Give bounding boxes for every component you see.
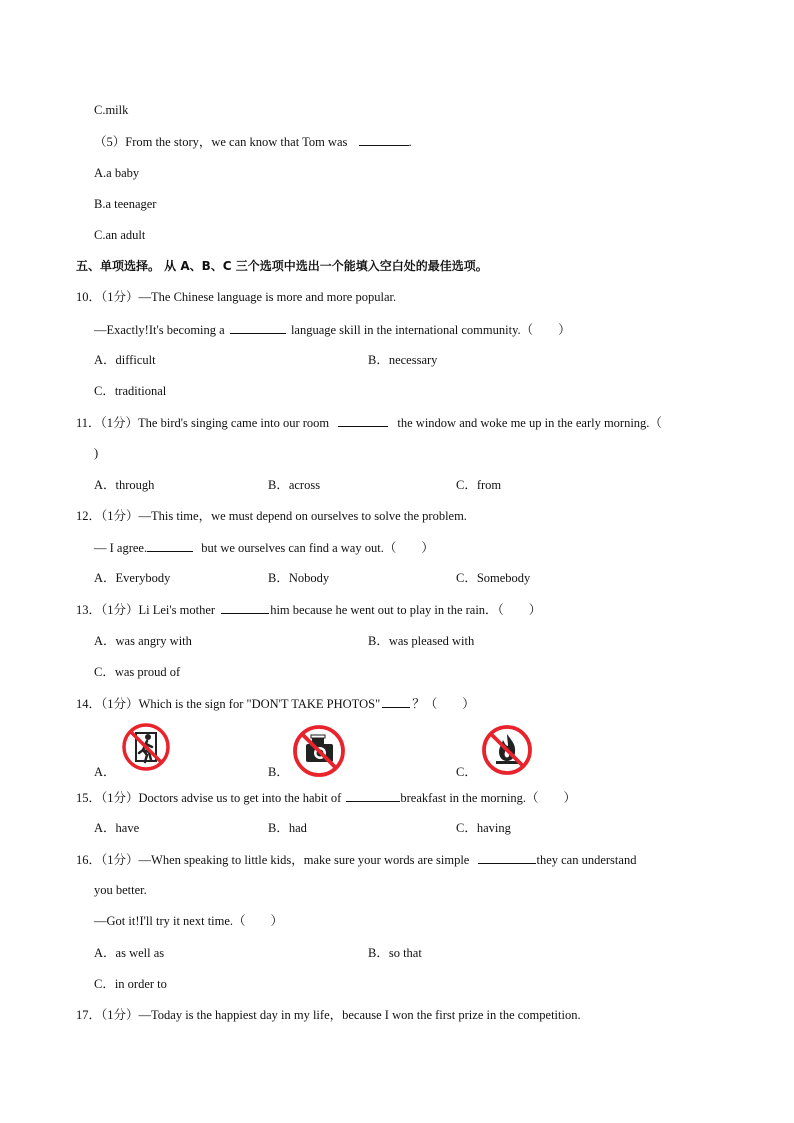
question-5-text: （5）From the story，we can know that Tom was (94, 135, 348, 149)
option-b[interactable]: B． (268, 765, 289, 779)
option-c[interactable]: C．was proud of (94, 665, 181, 679)
answer-blank (147, 539, 193, 552)
question-number: 16．（1分） (76, 853, 139, 867)
question-16-line2: you better. (94, 883, 147, 897)
option-c: C.an adult (94, 228, 146, 242)
question-16 (76, 851, 636, 868)
option-c[interactable]: C．having (456, 821, 511, 835)
question-text: —The Chinese language is more and more popular. (138, 290, 397, 304)
question-text: —When speaking to little kids，make sure your words are simple (138, 853, 470, 867)
no-fire-icon[interactable] (481, 724, 533, 776)
question-13 (76, 601, 541, 618)
option-a[interactable]: A．as well as (94, 946, 165, 960)
question-12-line2 (94, 539, 434, 556)
option-c[interactable]: C．traditional (94, 384, 167, 398)
option-c: C.milk (94, 103, 129, 117)
question-number: 11．（1分） (76, 416, 139, 430)
question-text: ？（ ） (412, 697, 475, 711)
option-b[interactable]: B．across (268, 478, 321, 492)
question-text: language skill in the international community.（ ） (290, 323, 571, 337)
question-text: him because he went out to play in the rain．（ ） (270, 603, 542, 617)
option-a[interactable]: A．difficult (94, 353, 156, 367)
question-17 (76, 1007, 581, 1023)
option-a[interactable]: A．have (94, 821, 140, 835)
question-15 (76, 789, 576, 806)
question-number: 13．（1分） (76, 603, 139, 617)
question-text: Which is the sign for "DON'T TAKE PHOTOS" (138, 697, 381, 711)
question-text: The bird's singing came into our room (138, 416, 330, 430)
question-text: —Today is the happiest day in my life，because I won the first prize in the competition. (138, 1008, 581, 1022)
question-5-end: . (408, 135, 412, 149)
option-b: B.a teenager (94, 197, 157, 211)
answer-blank (338, 414, 388, 427)
section-title: 五、单项选择。 从 A、B、C 三个选项中选出一个能填入空白处的最佳选项。 (76, 259, 488, 273)
option-c[interactable]: C．from (456, 478, 502, 492)
option-a[interactable]: A．through (94, 478, 155, 492)
question-number: 17．（1分） (76, 1008, 139, 1022)
option-a[interactable]: A．was angry with (94, 634, 192, 648)
question-text: breakfast in the morning.（ ） (400, 791, 577, 805)
question-16-line3: —Got it!I'll try it next time.（ ） (94, 914, 284, 928)
option-b[interactable]: B．Nobody (268, 571, 330, 585)
question-11 (76, 414, 662, 431)
question-text: — I agree. (94, 541, 148, 555)
option-c[interactable]: C．in order to (94, 977, 167, 991)
question-text: —Exactly!It's becoming a (94, 323, 225, 337)
answer-blank (230, 321, 286, 334)
answer-blank (382, 695, 410, 708)
option-b[interactable]: B．was pleased with (368, 634, 475, 648)
question-text: Li Lei's mother (138, 603, 216, 617)
question-14 (76, 695, 475, 712)
option-a[interactable]: A．Everybody (94, 571, 171, 585)
option-c[interactable]: C． (456, 765, 477, 779)
question-number: 15．（1分） (76, 791, 139, 805)
question-11-line2: ) (94, 446, 99, 460)
no-exit-person-icon[interactable] (121, 722, 171, 772)
option-a[interactable]: A． (94, 765, 116, 779)
question-5 (94, 133, 412, 150)
option-b[interactable]: B．necessary (368, 353, 438, 367)
option-a: A.a baby (94, 166, 140, 180)
question-number: 12．（1分） (76, 509, 139, 523)
answer-blank (478, 851, 536, 864)
question-text: —This time，we must depend on ourselves to solve the problem. (138, 509, 467, 523)
answer-blank (221, 601, 269, 614)
option-c[interactable]: C．Somebody (456, 571, 531, 585)
question-text: Doctors advise us to get into the habit of (138, 791, 342, 805)
option-b[interactable]: B．so that (368, 946, 422, 960)
question-12 (76, 508, 467, 524)
question-10 (76, 289, 396, 305)
question-10-line2 (94, 321, 571, 338)
option-b[interactable]: B．had (268, 821, 307, 835)
answer-blank (346, 789, 400, 802)
question-number: 14．（1分） (76, 697, 139, 711)
question-text: they can understand (536, 853, 637, 867)
answer-blank (359, 133, 409, 146)
question-number: 10．（1分） (76, 290, 139, 304)
question-text: the window and woke me up in the early morning.（ (397, 416, 662, 430)
no-camera-icon[interactable] (292, 724, 346, 778)
question-text: but we ourselves can find a way out.（ ） (201, 541, 434, 555)
